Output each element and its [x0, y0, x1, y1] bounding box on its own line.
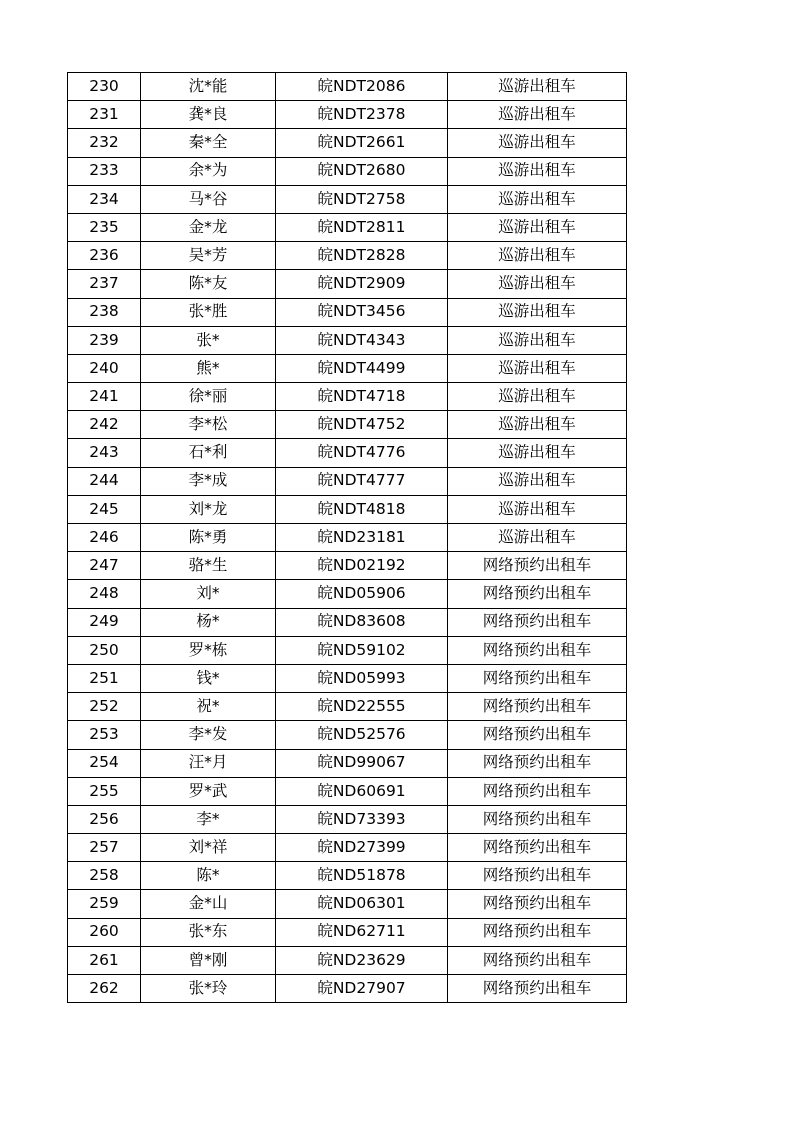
driver-name-cell: 曾*刚 — [141, 946, 276, 974]
plate-number-cell: 皖ND02192 — [276, 552, 448, 580]
vehicle-type-cell: 巡游出租车 — [448, 524, 627, 552]
driver-name-cell: 刘* — [141, 580, 276, 608]
vehicle-type-cell: 网络预约出租车 — [448, 805, 627, 833]
table-row — [68, 636, 627, 664]
driver-name-cell: 汪*月 — [141, 749, 276, 777]
plate-number-cell: 皖NDT2378 — [276, 101, 448, 129]
driver-name-cell: 秦*全 — [141, 129, 276, 157]
vehicle-type-cell: 网络预约出租车 — [448, 608, 627, 636]
row-number-cell: 240 — [68, 354, 141, 382]
driver-name-cell: 马*谷 — [141, 185, 276, 213]
table-row — [68, 73, 627, 101]
driver-name-cell: 陈* — [141, 862, 276, 890]
row-number-cell: 236 — [68, 242, 141, 270]
vehicle-type-cell: 巡游出租车 — [448, 185, 627, 213]
row-number-cell: 254 — [68, 749, 141, 777]
table-row — [68, 862, 627, 890]
driver-name-cell: 李*松 — [141, 411, 276, 439]
driver-name-cell: 李* — [141, 805, 276, 833]
plate-number-cell: 皖ND99067 — [276, 749, 448, 777]
vehicle-type-cell: 网络预约出租车 — [448, 946, 627, 974]
plate-number-cell: 皖NDT4499 — [276, 354, 448, 382]
driver-name-cell: 熊* — [141, 354, 276, 382]
row-number-cell: 246 — [68, 524, 141, 552]
plate-number-cell: 皖NDT2909 — [276, 270, 448, 298]
vehicle-type-cell: 巡游出租车 — [448, 242, 627, 270]
table-row — [68, 270, 627, 298]
vehicle-type-cell: 网络预约出租车 — [448, 693, 627, 721]
row-number-cell: 245 — [68, 495, 141, 523]
table-row — [68, 721, 627, 749]
roster-body — [68, 73, 627, 1003]
plate-number-cell: 皖NDT3456 — [276, 298, 448, 326]
row-number-cell: 260 — [68, 918, 141, 946]
row-number-cell: 251 — [68, 664, 141, 692]
row-number-cell: 234 — [68, 185, 141, 213]
table-row — [68, 354, 627, 382]
vehicle-type-cell: 网络预约出租车 — [448, 664, 627, 692]
row-number-cell: 257 — [68, 834, 141, 862]
driver-name-cell: 李*发 — [141, 721, 276, 749]
vehicle-type-cell: 巡游出租车 — [448, 270, 627, 298]
row-number-cell: 250 — [68, 636, 141, 664]
table-row — [68, 524, 627, 552]
driver-name-cell: 骆*生 — [141, 552, 276, 580]
row-number-cell: 255 — [68, 777, 141, 805]
table-row — [68, 101, 627, 129]
table-row — [68, 608, 627, 636]
row-number-cell: 239 — [68, 326, 141, 354]
vehicle-type-cell: 网络预约出租车 — [448, 834, 627, 862]
table-row — [68, 467, 627, 495]
table-row — [68, 242, 627, 270]
row-number-cell: 235 — [68, 213, 141, 241]
table-row — [68, 552, 627, 580]
vehicle-type-cell: 网络预约出租车 — [448, 636, 627, 664]
plate-number-cell: 皖ND83608 — [276, 608, 448, 636]
table-row — [68, 777, 627, 805]
driver-name-cell: 张*玲 — [141, 975, 276, 1003]
vehicle-type-cell: 网络预约出租车 — [448, 975, 627, 1003]
driver-name-cell: 金*山 — [141, 890, 276, 918]
vehicle-type-cell: 网络预约出租车 — [448, 918, 627, 946]
row-number-cell: 258 — [68, 862, 141, 890]
table-row — [68, 749, 627, 777]
plate-number-cell: 皖NDT4718 — [276, 383, 448, 411]
plate-number-cell: 皖NDT2680 — [276, 157, 448, 185]
table-row — [68, 383, 627, 411]
vehicle-type-cell: 网络预约出租车 — [448, 580, 627, 608]
driver-name-cell: 刘*龙 — [141, 495, 276, 523]
driver-name-cell: 龚*良 — [141, 101, 276, 129]
driver-name-cell: 钱* — [141, 664, 276, 692]
table-row — [68, 411, 627, 439]
row-number-cell: 249 — [68, 608, 141, 636]
driver-name-cell: 陈*友 — [141, 270, 276, 298]
driver-name-cell: 吴*芳 — [141, 242, 276, 270]
table-row — [68, 439, 627, 467]
row-number-cell: 237 — [68, 270, 141, 298]
vehicle-type-cell: 巡游出租车 — [448, 326, 627, 354]
row-number-cell: 238 — [68, 298, 141, 326]
plate-number-cell: 皖ND59102 — [276, 636, 448, 664]
row-number-cell: 242 — [68, 411, 141, 439]
plate-number-cell: 皖NDT4777 — [276, 467, 448, 495]
plate-number-cell: 皖NDT2828 — [276, 242, 448, 270]
table-row — [68, 805, 627, 833]
table-row — [68, 298, 627, 326]
table-row — [68, 185, 627, 213]
driver-name-cell: 徐*丽 — [141, 383, 276, 411]
vehicle-type-cell: 巡游出租车 — [448, 383, 627, 411]
vehicle-type-cell: 巡游出租车 — [448, 495, 627, 523]
row-number-cell: 231 — [68, 101, 141, 129]
plate-number-cell: 皖NDT4818 — [276, 495, 448, 523]
plate-number-cell: 皖ND27399 — [276, 834, 448, 862]
table-row — [68, 157, 627, 185]
plate-number-cell: 皖ND22555 — [276, 693, 448, 721]
driver-roster-table — [67, 72, 627, 1003]
plate-number-cell: 皖ND23181 — [276, 524, 448, 552]
table-row — [68, 664, 627, 692]
table-row — [68, 580, 627, 608]
driver-name-cell: 石*利 — [141, 439, 276, 467]
row-number-cell: 259 — [68, 890, 141, 918]
vehicle-type-cell: 巡游出租车 — [448, 101, 627, 129]
plate-number-cell: 皖ND06301 — [276, 890, 448, 918]
vehicle-type-cell: 巡游出租车 — [448, 467, 627, 495]
table-row — [68, 975, 627, 1003]
row-number-cell: 244 — [68, 467, 141, 495]
table-row — [68, 326, 627, 354]
plate-number-cell: 皖ND05993 — [276, 664, 448, 692]
row-number-cell: 262 — [68, 975, 141, 1003]
table-row — [68, 693, 627, 721]
driver-name-cell: 祝* — [141, 693, 276, 721]
plate-number-cell: 皖ND51878 — [276, 862, 448, 890]
plate-number-cell: 皖ND23629 — [276, 946, 448, 974]
vehicle-type-cell: 网络预约出租车 — [448, 749, 627, 777]
vehicle-type-cell: 网络预约出租车 — [448, 890, 627, 918]
driver-name-cell: 沈*能 — [141, 73, 276, 101]
plate-number-cell: 皖ND52576 — [276, 721, 448, 749]
plate-number-cell: 皖NDT2661 — [276, 129, 448, 157]
vehicle-type-cell: 巡游出租车 — [448, 354, 627, 382]
vehicle-type-cell: 网络预约出租车 — [448, 552, 627, 580]
vehicle-type-cell: 网络预约出租车 — [448, 777, 627, 805]
driver-name-cell: 陈*勇 — [141, 524, 276, 552]
driver-name-cell: 罗*武 — [141, 777, 276, 805]
table-row — [68, 890, 627, 918]
row-number-cell: 256 — [68, 805, 141, 833]
plate-number-cell: 皖ND27907 — [276, 975, 448, 1003]
vehicle-type-cell: 巡游出租车 — [448, 157, 627, 185]
vehicle-type-cell: 巡游出租车 — [448, 298, 627, 326]
row-number-cell: 243 — [68, 439, 141, 467]
row-number-cell: 232 — [68, 129, 141, 157]
vehicle-type-cell: 网络预约出租车 — [448, 721, 627, 749]
driver-name-cell: 张* — [141, 326, 276, 354]
table-row — [68, 129, 627, 157]
vehicle-type-cell: 巡游出租车 — [448, 411, 627, 439]
driver-name-cell: 李*成 — [141, 467, 276, 495]
driver-name-cell: 刘*祥 — [141, 834, 276, 862]
plate-number-cell: 皖ND60691 — [276, 777, 448, 805]
driver-name-cell: 罗*栋 — [141, 636, 276, 664]
row-number-cell: 253 — [68, 721, 141, 749]
plate-number-cell: 皖NDT4752 — [276, 411, 448, 439]
row-number-cell: 248 — [68, 580, 141, 608]
table-row — [68, 918, 627, 946]
plate-number-cell: 皖ND73393 — [276, 805, 448, 833]
plate-number-cell: 皖NDT2086 — [276, 73, 448, 101]
vehicle-type-cell: 网络预约出租车 — [448, 862, 627, 890]
driver-name-cell: 张*东 — [141, 918, 276, 946]
vehicle-type-cell: 巡游出租车 — [448, 439, 627, 467]
row-number-cell: 233 — [68, 157, 141, 185]
table-row — [68, 946, 627, 974]
plate-number-cell: 皖NDT2811 — [276, 213, 448, 241]
driver-name-cell: 金*龙 — [141, 213, 276, 241]
row-number-cell: 247 — [68, 552, 141, 580]
table-row — [68, 834, 627, 862]
plate-number-cell: 皖ND05906 — [276, 580, 448, 608]
driver-name-cell: 张*胜 — [141, 298, 276, 326]
vehicle-type-cell: 巡游出租车 — [448, 129, 627, 157]
table-row — [68, 213, 627, 241]
row-number-cell: 241 — [68, 383, 141, 411]
plate-number-cell: 皖NDT4343 — [276, 326, 448, 354]
vehicle-type-cell: 巡游出租车 — [448, 73, 627, 101]
row-number-cell: 252 — [68, 693, 141, 721]
driver-name-cell: 余*为 — [141, 157, 276, 185]
plate-number-cell: 皖NDT2758 — [276, 185, 448, 213]
driver-name-cell: 杨* — [141, 608, 276, 636]
vehicle-type-cell: 巡游出租车 — [448, 213, 627, 241]
plate-number-cell: 皖NDT4776 — [276, 439, 448, 467]
row-number-cell: 261 — [68, 946, 141, 974]
table-row — [68, 495, 627, 523]
row-number-cell: 230 — [68, 73, 141, 101]
plate-number-cell: 皖ND62711 — [276, 918, 448, 946]
